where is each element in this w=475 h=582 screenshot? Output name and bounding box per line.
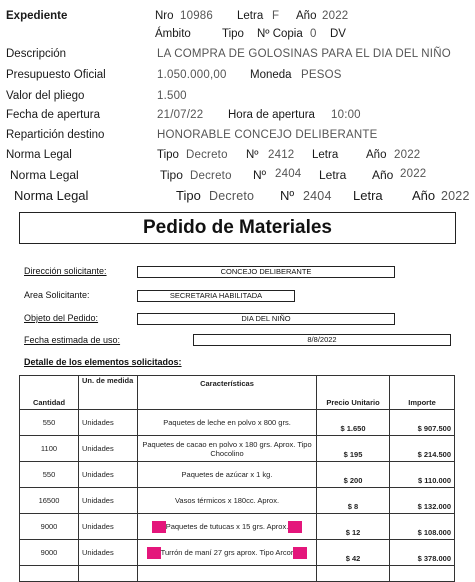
cell-cantidad-text: 1100 (40, 444, 58, 453)
fecha-apertura-value: 21/07/22 (157, 109, 204, 121)
cell-cantidad-text: 550 (42, 470, 56, 479)
cell-importe-text: $ 378.000 (417, 554, 451, 563)
cell-unidad-text: Unidades (82, 548, 114, 557)
cell-caracteristicas (138, 436, 317, 462)
cell-precio (317, 436, 390, 462)
table-row (20, 410, 455, 436)
objeto-label: Objeto del Pedido: (24, 313, 99, 323)
hora-apertura-label: Hora de apertura (228, 109, 315, 121)
cell-unidad (79, 540, 138, 566)
norma-anio-label: Año (366, 149, 387, 161)
nro-label: Nro (155, 10, 174, 22)
norma-n-value: 2404 (303, 189, 332, 203)
norma-tipo-value: Decreto (209, 189, 255, 203)
cell-cantidad (20, 436, 79, 462)
cell-importe (390, 514, 455, 540)
cell-caracteristicas-text: Paquetes de azúcar x 1 kg. (181, 470, 273, 479)
cell-caracteristicas-text: Turrón de maní 27 grs aprox. Tipo Arcor (160, 547, 294, 557)
cell-cantidad-text: 9000 (40, 548, 58, 557)
table-header-row (20, 376, 455, 410)
cell-cantidad-text: 16500 (38, 496, 60, 505)
direccion-label: Dirección solicitante: (24, 266, 107, 276)
letra-label: Letra (237, 10, 264, 22)
cell-caracteristicas-text: Paquetes de cacao en polvo x 180 grs. Aprox. Tipo Chocolino (142, 439, 312, 458)
cell-caracteristicas-text: Paquetes de leche en polvo x 800 grs. (163, 418, 291, 427)
col-precio-header: Precio Unitario (317, 376, 390, 410)
cell-precio-text: $ 8 (347, 502, 359, 511)
cell-cantidad-text: 9000 (40, 522, 58, 531)
norma-tipo-value: Decreto (186, 149, 228, 161)
cell-caracteristicas-text: Vasos térmicos x 180cc. Aprox. (174, 496, 280, 505)
reparticion-value: HONORABLE CONCEJO DELIBERANTE (157, 129, 378, 141)
cell-importe-text: $ 110.000 (418, 476, 451, 485)
cell-cantidad (20, 462, 79, 488)
col-importe-header: Importe (390, 376, 455, 410)
cell-caracteristicas (138, 462, 317, 488)
col-caracteristicas-header: Características (138, 376, 317, 410)
cell-precio (317, 410, 390, 436)
norma-n-value: 2412 (268, 149, 295, 161)
table-row (20, 488, 455, 514)
tipo-label: Tipo (222, 28, 244, 40)
descripcion-label: Descripción (6, 48, 67, 60)
direccion-value: CONCEJO DELIBERANTE (137, 266, 395, 278)
norma-anio-value: 2022 (400, 168, 427, 180)
cell-precio (317, 488, 390, 514)
nro-value: 10986 (180, 10, 213, 22)
norma-n-label: Nº (246, 149, 259, 161)
cell-cantidad (20, 514, 79, 540)
area-label: Area Solicitante: (24, 290, 90, 300)
norma-letra-label: Letra (319, 168, 347, 182)
cell-caracteristicas (138, 488, 317, 514)
cell-unidad (79, 514, 138, 540)
cell-caracteristicas (138, 514, 317, 540)
norma-letra-label: Letra (353, 188, 383, 203)
highlight-mark (152, 521, 166, 533)
norma-legal-label: Norma Legal (14, 188, 89, 203)
cell-cantidad (20, 540, 79, 566)
norma-tipo-value: Decreto (190, 170, 232, 182)
reparticion-label: Repartición destino (6, 129, 105, 141)
cell-precio-text: $ 200 (343, 476, 363, 485)
cell-importe (390, 410, 455, 436)
cell-caracteristicas (138, 540, 317, 566)
cell-importe-text: $ 214.500 (417, 450, 451, 459)
cell-importe (390, 540, 455, 566)
area-value: SECRETARIA HABILITADA (137, 290, 295, 302)
highlight-mark (293, 547, 307, 559)
cell-precio-text: $ 12 (345, 528, 361, 537)
cell-caracteristicas-text: Paquetes de tutucas x 15 grs. Aprox. (165, 521, 289, 531)
highlight-mark (288, 521, 302, 533)
letra-value: F (272, 10, 280, 22)
fecha-uso-label: Fecha estimada de uso: (24, 335, 121, 345)
norma-tipo-label: Tipo (160, 168, 183, 182)
form-title: Pedido de Materiales (19, 212, 456, 244)
cell-unidad (79, 462, 138, 488)
copia-label: Nº Copia (257, 28, 303, 40)
table-row (20, 514, 455, 540)
cell-importe (390, 462, 455, 488)
materials-table (19, 375, 455, 582)
pliego-label: Valor del pliego (6, 90, 85, 102)
col-cantidad-header: Cantidad (20, 376, 79, 410)
cell-cantidad-text: 550 (42, 418, 56, 427)
cell-precio-text: $ 195 (343, 450, 363, 459)
norma-tipo-label: Tipo (176, 188, 201, 203)
ambito-label: Ámbito (155, 28, 191, 40)
cell-precio-text: $ 1.650 (340, 424, 366, 433)
presupuesto-value: 1.050.000,00 (157, 69, 227, 81)
norma-tipo-label: Tipo (157, 149, 179, 161)
anio-label: Año (296, 10, 317, 22)
anio-value: 2022 (322, 10, 349, 22)
dv-label: DV (330, 28, 346, 40)
table-row (20, 462, 455, 488)
cell-unidad (79, 436, 138, 462)
cell-importe (390, 488, 455, 514)
cell-importe-text: $ 132.000 (417, 502, 451, 511)
cell-precio (317, 514, 390, 540)
objeto-value: DIA DEL NIÑO (137, 313, 395, 325)
pliego-value: 1.500 (157, 90, 187, 102)
norma-letra-label: Letra (312, 149, 339, 161)
norma-legal-label: Norma Legal (6, 149, 72, 161)
cell-importe (390, 436, 455, 462)
cell-unidad-text: Unidades (82, 496, 114, 505)
norma-anio-value: 2022 (394, 149, 421, 161)
cell-unidad-text: Unidades (82, 522, 114, 531)
norma-anio-label: Año (372, 168, 394, 182)
norma-legal-label: Norma Legal (10, 168, 79, 182)
cell-precio-text: $ 42 (345, 554, 361, 563)
norma-anio-label: Año (412, 188, 436, 203)
cell-unidad-text: Unidades (82, 418, 114, 427)
moneda-label: Moneda (250, 69, 292, 81)
table-row (20, 436, 455, 462)
descripcion-value: LA COMPRA DE GOLOSINAS PARA EL DIA DEL NIÑO (157, 48, 451, 60)
col-unidad-header: Un. de medida (79, 376, 138, 410)
cell-precio (317, 540, 390, 566)
cell-cantidad (20, 488, 79, 514)
highlight-mark (147, 547, 161, 559)
cell-unidad (79, 410, 138, 436)
fecha-apertura-label: Fecha de apertura (6, 109, 100, 121)
expediente-label: Expediente (6, 10, 68, 22)
norma-n-value: 2404 (275, 168, 302, 180)
norma-n-label: Nº (280, 188, 295, 203)
cell-cantidad (20, 410, 79, 436)
cell-unidad-text: Unidades (82, 444, 114, 453)
norma-anio-value: 2022 (441, 189, 470, 203)
cell-precio (317, 462, 390, 488)
norma-n-label: Nº (253, 168, 267, 182)
cell-importe-text: $ 108.000 (417, 528, 451, 537)
detalle-label: Detalle de los elementos solicitados: (24, 357, 182, 367)
cell-unidad (79, 488, 138, 514)
cell-importe-text: $ 907.500 (417, 424, 451, 433)
moneda-value: PESOS (301, 69, 342, 81)
fecha-uso-value: 8/8/2022 (193, 334, 451, 346)
cell-unidad-text: Unidades (82, 470, 114, 479)
hora-apertura-value: 10:00 (331, 109, 361, 121)
cell-caracteristicas (138, 410, 317, 436)
copia-value: 0 (310, 28, 317, 40)
presupuesto-label: Presupuesto Oficial (6, 69, 106, 81)
table-row (20, 540, 455, 566)
